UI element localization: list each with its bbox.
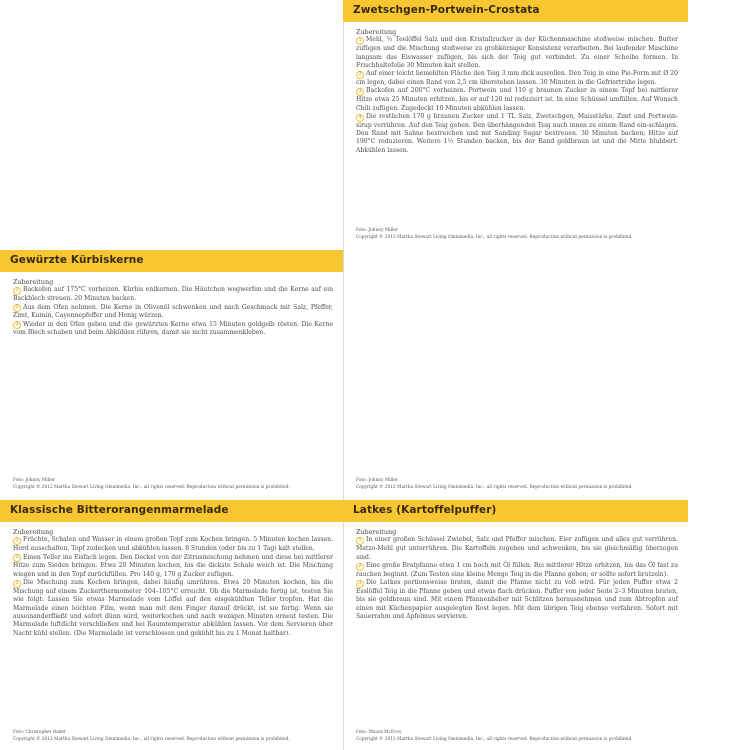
recipe-step	[356, 579, 678, 621]
step-text: Backofen auf 200°C vorheizen. Portwein und 110 g braunen Zucker in einem Topf bei mittlerer Hitze etwa 25 Minuten erhitzen, bis er auf 120 ml reduziert ist. In eine Schüssel umfüllen. Auf Wunsch Chili zufügen. Zugedeckt 10 Minuten abkühlen lassen.	[356, 87, 678, 112]
step-text: Auf einer leicht bemehlten Fläche den Teig 3 mm dick ausrollen. Den Teig in eine Pie-Form mit Ø 20 cm legen, dabei einen Rand von 2,5 cm überstehen lassen. 30 Minuten in die Gefriertruhe legen.	[356, 70, 678, 87]
photo-credit: Foto: Maura McEvoy	[356, 730, 402, 735]
step-text: Wieder in den Ofen geben und die gewürzten Kerne etwa 15 Minuten goldgelb rösten. Die Kerne vom Blech schaben und beim Abkühlen rühren, damit sie nicht zusammenkleben.	[13, 320, 333, 337]
recipe-step	[13, 554, 333, 580]
step-number-icon: 1	[13, 537, 21, 545]
recipe-step	[13, 579, 333, 638]
step-number-icon: 3	[356, 580, 364, 588]
recipe-step	[356, 536, 678, 562]
copyright-note: Copyright © 2012 Martha Stewart Living Omnimedia, Inc., all rights reserved. Reproduction without permission is prohibited.	[356, 737, 633, 742]
step-text: Aus dem Ofen nehmen. Die Kerne in Olivenöl schwenken und nach Geschmack mit Salz, Pfeffer, Zimt, Kumin, Cayennepfeffer und Honig würzen.	[13, 303, 333, 320]
recipe-body	[343, 522, 688, 621]
step-number-icon: 2	[356, 563, 364, 571]
step-number-icon: 1	[356, 37, 364, 45]
recipe-step	[13, 321, 333, 338]
step-text: Früchte, Schalen und Wasser in einem großen Topf zum Kochen bringen. 5 Minuten kochen lassen. Herd ausschalten, Topf zudecken und abkühlen lassen. 8 Stunden (oder bis zu 1 Tag) kalt stellen.	[13, 536, 333, 553]
step-text: Mehl, ½ Teelöffel Salz und den Kristallzucker in der Küchenmaschine stoßweise mischen. Butter zufügen und die Mischung stoßweise zu grobkörniger Konsistenz verarbeiten. Bei laufender Maschine langsam das Eiswasser zufügen, bis sich der Teig gut verbindet. Zu einer Scheibe formen. In Frischhaltefolie 30 Minuten kalt stellen.	[356, 36, 678, 69]
recipe-title: Latkes (Kartoffelpuffer)	[343, 500, 688, 522]
photo-credit: Foto: Johnny Miller	[13, 478, 55, 483]
step-number-icon: 1	[13, 287, 21, 295]
section-label: Zubereitung	[356, 528, 397, 536]
recipe-card-crostata	[343, 0, 688, 250]
section-label: Zubereitung	[13, 278, 54, 286]
recipe-step	[356, 36, 678, 70]
recipe-step	[356, 87, 678, 113]
step-number-icon: 4	[356, 114, 364, 122]
section-label: Zubereitung	[356, 28, 397, 36]
recipe-step	[356, 70, 678, 87]
recipe-body	[0, 522, 343, 638]
recipe-title: Zwetschgen-Portwein-Crostata	[343, 0, 688, 22]
recipe-title: Gewürzte Kürbiskerne	[0, 250, 343, 272]
step-number-icon: 2	[356, 71, 364, 79]
copyright-note: Copyright © 2012 Martha Stewart Living Omnimedia, Inc., all rights reserved. Reproduction without permission is prohibited.	[356, 235, 633, 240]
step-number-icon: 3	[13, 321, 21, 329]
recipe-card-kuerbiskerne-photo	[343, 250, 688, 500]
step-text: Die Mischung zum Kochen bringen, dabei häufig umrühren. Etwa 20 Minuten kochen, bis die Mischung auf einem Zuckerthermometer 104–105°C erreicht. Ob die Marmelade fertig ist, testen Sie wie folgt: Lassen Sie etwas Marmelade vom Löffel auf den eisgekühlten Teller tropfen. Hat die Marmelade einen leichten Film, wenn man mit dem Finger darauf drückt, ist sie fertig. Wenn sie auseinanderfließt und sofort dünn wird, weiterkochen und nach wenigen Minuten erneut testen. Die Marmelade luftdicht verschließen und bei Raumtemperatur abkühlen lassen. Vor dem Servieren über Nacht kühl stellen. (Die Marmelade ist verschlossen und gekühlt bis zu 1 Monat haltbar).	[13, 579, 333, 637]
recipe-title: Klassische Bitterorangenmarmelade	[0, 500, 343, 522]
step-text: Einen Teller ins Eisfach legen. Den Deckel von der Zitrusmischung nehmen und diese bei mittlerer Hitze zum Sieden bringen. Etwa 20 Minuten kochen, bis die dickste Schale weich ist. Die Mischung wiegen und in den Topf zurückfüllen. Pro 140 g, 170 g Zucker zufügen.	[13, 553, 333, 578]
step-text: Die restlichen 170 g braunen Zucker und 1 TL Salz, Zwetschgen, Maisstärke, Zimt und Portwein-sirup verrühren. Auf den Teig geben. Den überhängenden Teig nach innen zu einem Rand ein-schlagen. Den Rand mit Sahne bestreichen und mit Sanding Sugar bestreuen. 30 Minuten backen; Hitze auf 190°C reduzieren. Weitere 1½ Stunden backen, bis der Rand goldbraun ist und die Mitte blubbert. Abkühlen lassen.	[356, 112, 678, 154]
step-number-icon: 3	[356, 88, 364, 96]
photo-credit: Foto: Christopher Baker	[13, 730, 66, 735]
section-label: Zubereitung	[13, 528, 54, 536]
recipe-body	[0, 272, 343, 338]
recipe-step	[13, 536, 333, 553]
copyright-note: Copyright © 2012 Martha Stewart Living Omnimedia, Inc., all rights reserved. Reproduction without permission is prohibited.	[13, 485, 290, 490]
copyright-note: Copyright © 2012 Martha Stewart Living Omnimedia, Inc., all rights reserved. Reproduction without permission is prohibited.	[13, 737, 290, 742]
step-text: Backofen auf 175°C vorheizen. Kürbis entkernen. Die Häutchen wegwerfen und die Kerne auf ein Backblech streuen. 20 Minuten backen.	[13, 286, 333, 303]
step-text: In einer großen Schüssel Zwiebel, Salz und Pfeffer mischen. Eier zufügen und alles gut verrühren. Matzo-Mehl gut unterrühren. Die Kartoffeln zugeben und schwenken, bis sie gleichmäßig überzogen sind.	[356, 536, 678, 561]
recipe-card-latkes	[343, 500, 688, 750]
recipe-card-kuerbiskerne	[0, 250, 343, 500]
step-text: Eine große Bratpfanne etwa 1 cm hoch mit Öl füllen. Bei mittlerer Hitze erhitzen, bis das Öl fast zu rauchen beginnt. (Zum Testen eine kleine Menge Teig in die Pfanne geben; er sollte sofort brutzeln).	[356, 561, 678, 578]
photo-credit: Foto: Johnny Miller	[356, 228, 398, 233]
recipe-card-marmelade	[0, 500, 343, 750]
recipe-step	[356, 113, 678, 155]
recipe-step	[13, 304, 333, 321]
recipe-step	[356, 562, 678, 579]
recipe-step	[13, 286, 333, 303]
step-number-icon: 3	[13, 580, 21, 588]
recipe-body	[343, 22, 688, 155]
step-number-icon: 1	[356, 537, 364, 545]
photo-credit: Foto: Johnny Miller	[356, 478, 398, 483]
step-number-icon: 2	[13, 304, 21, 312]
step-text: Die Latkes portionsweise braten, damit die Pfanne nicht zu voll wird. Für jeden Puffer etwa 2 Esslöffel Teig in die Pfanne geben und etwas flach drücken. Puffer von jeder Seite 2–3 Minuten braten, bis sie goldbraun sind. Mit einem Pfannenheber mit Schlitzen herausnehmen und zum Abtropfen auf einen mit Küchenpapier ausgelegten Rost legen. Mit dem übrigen Teig ebenso verfahren. Sofort mit Sauerrahm und Apfelmus servieren.	[356, 579, 678, 620]
copyright-note: Copyright © 2012 Martha Stewart Living Omnimedia, Inc., all rights reserved. Reproduction without permission is prohibited.	[356, 485, 633, 490]
step-number-icon: 2	[13, 554, 21, 562]
